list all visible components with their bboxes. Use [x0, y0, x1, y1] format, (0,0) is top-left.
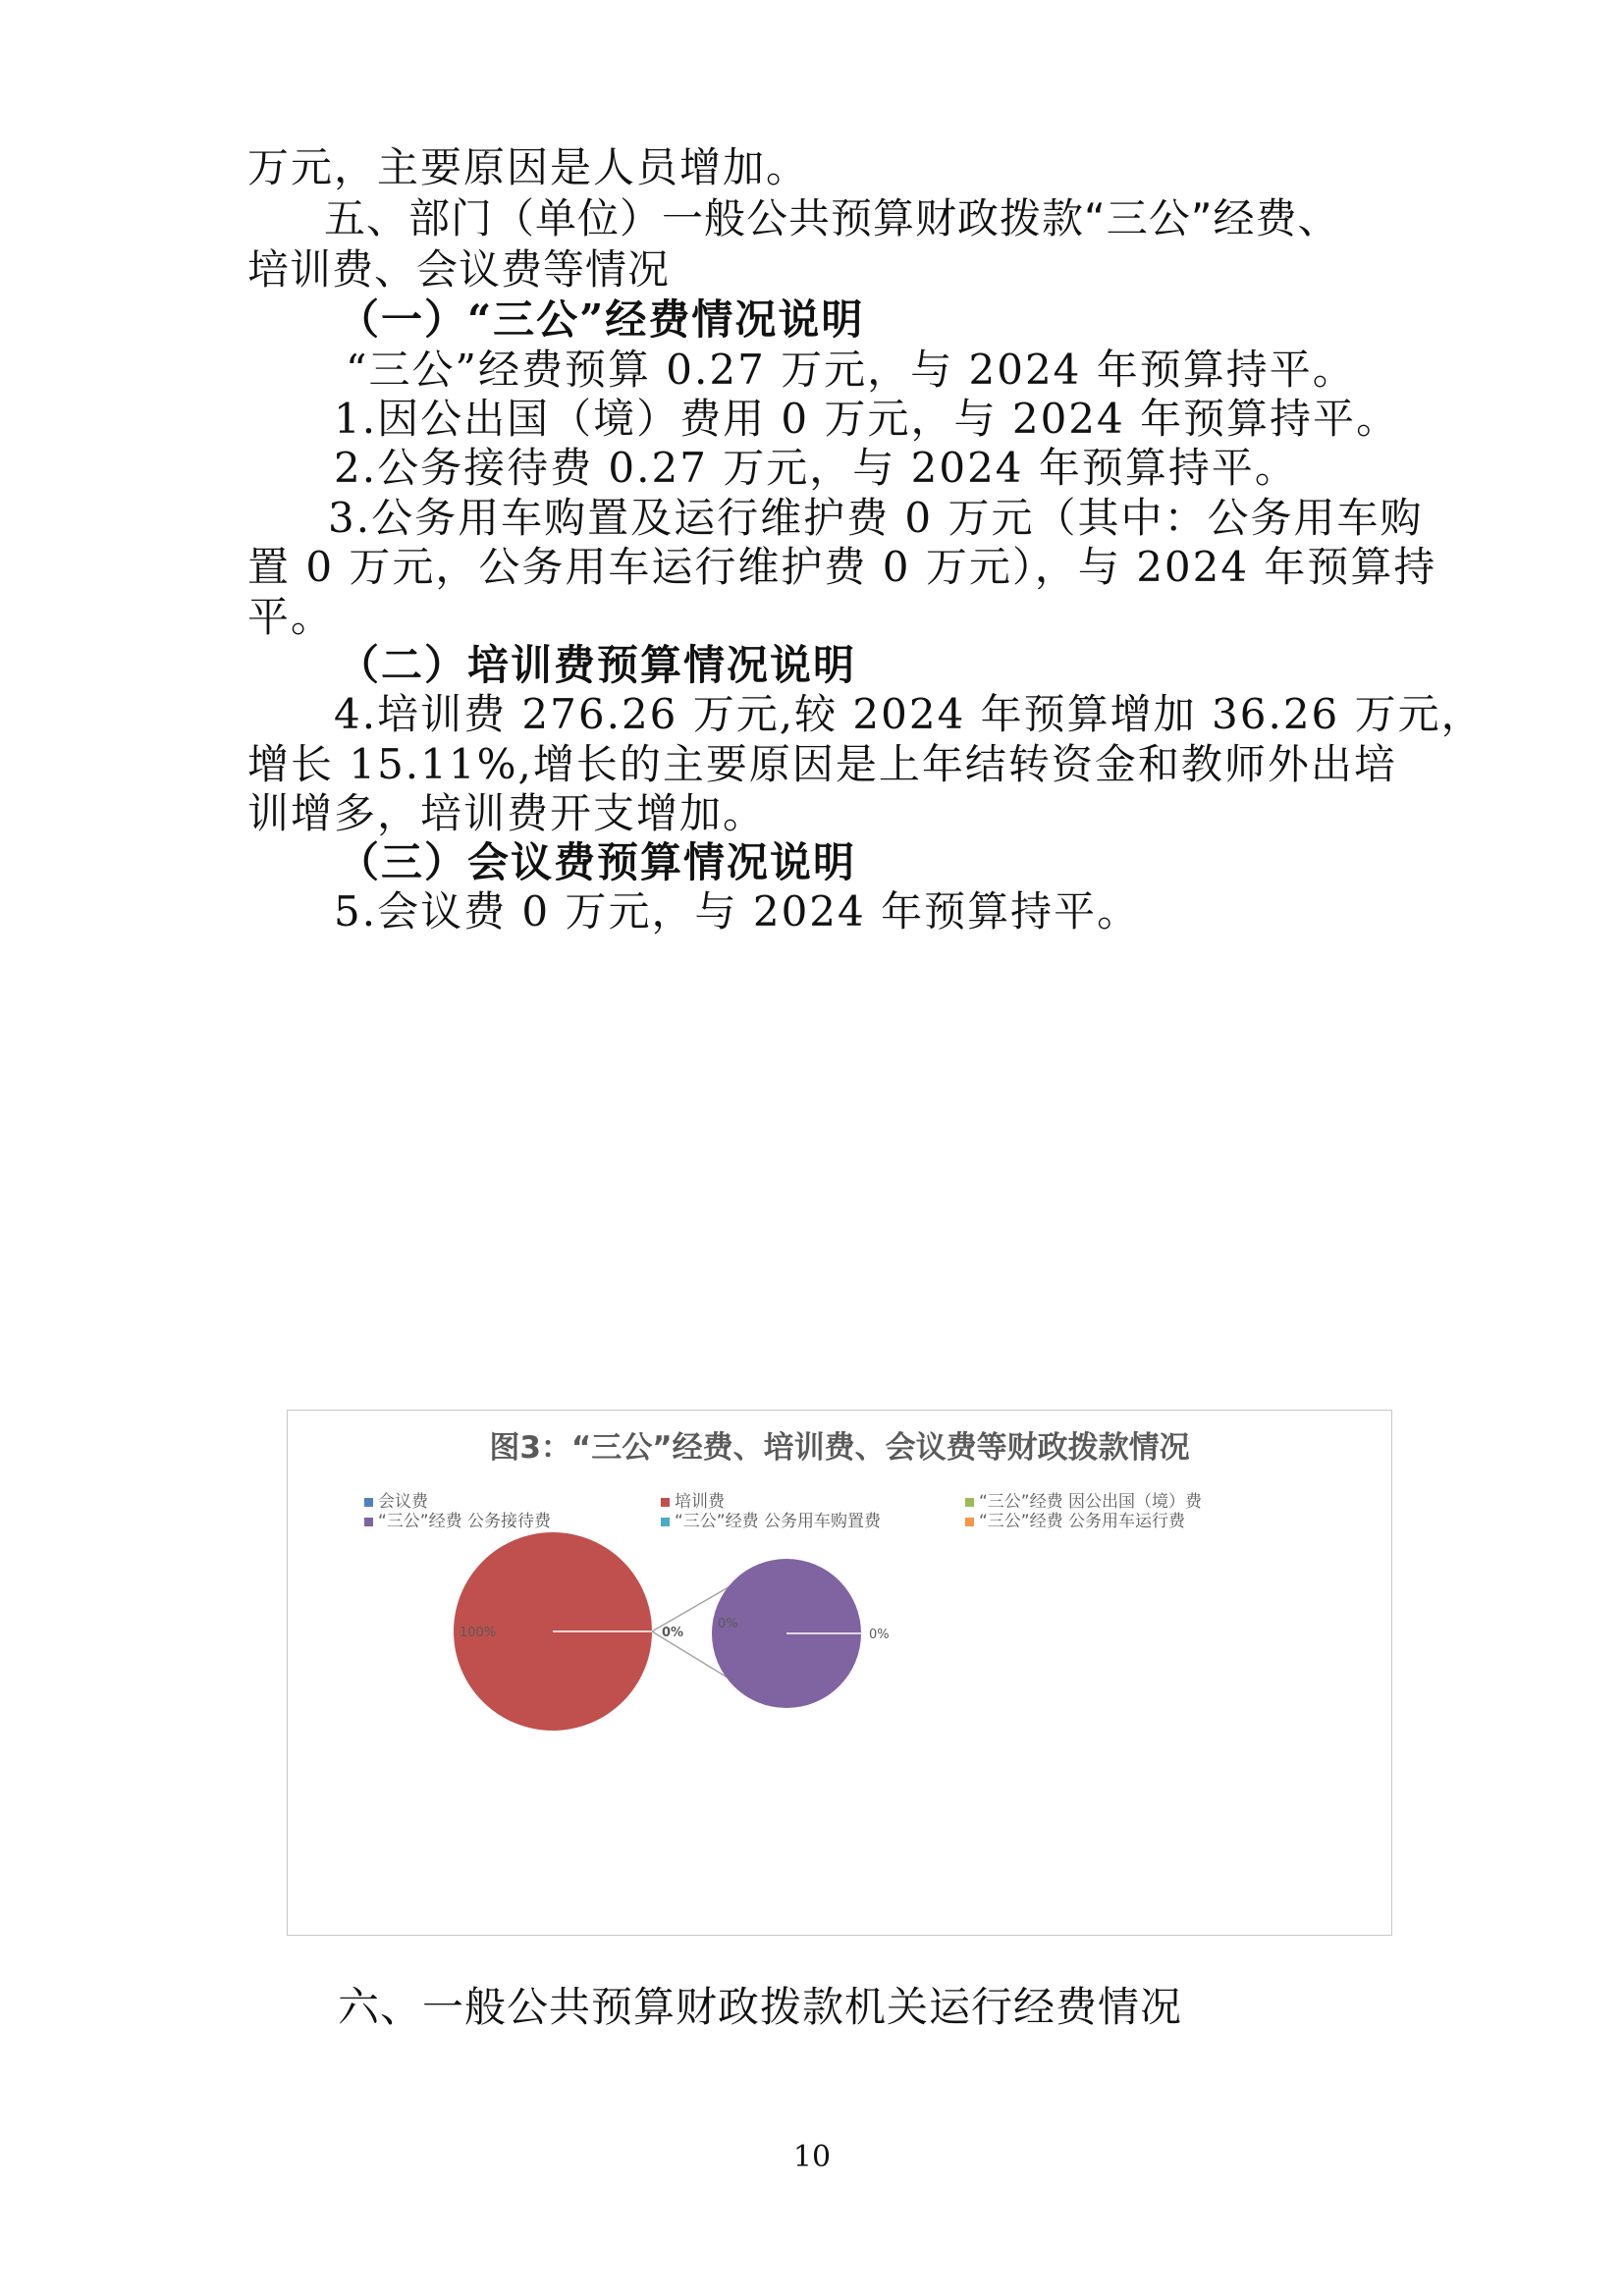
page-number: 10 — [792, 2140, 832, 2174]
subheading-sangong: （一）“三公”经费情况说明 — [338, 295, 865, 344]
legend-label: “三公”经费 公务接待费 — [378, 1512, 552, 1531]
paragraph-line: 4.培训费 276.26 万元,较 2024 年预算增加 36.26 万元， — [334, 690, 1485, 738]
paragraph-line: 2.公务接待费 0.27 万元，与 2024 年预算持平。 — [334, 444, 1298, 492]
paragraph-line: “三公”经费预算 0.27 万元，与 2024 年预算持平。 — [346, 346, 1356, 394]
paragraph-line: 5.会议费 0 万元，与 2024 年预算持平。 — [334, 887, 1141, 935]
legend-label: 培训费 — [675, 1492, 725, 1512]
data-label-secondary-inner: 0% — [718, 1617, 738, 1631]
data-label-main: 100% — [460, 1626, 497, 1640]
paragraph-line: 增长 15.11%,增长的主要原因是上年结转资金和教师外出培 — [247, 740, 1397, 788]
subheading-meeting: （三）会议费预算情况说明 — [338, 838, 857, 886]
subheading-training: （二）培训费预算情况说明 — [338, 641, 857, 689]
section-heading-5-cont: 培训费、会议费等情况 — [247, 245, 671, 294]
chart-title: 图3：“三公”经费、培训费、会议费等财政拨款情况 — [489, 1430, 1190, 1466]
data-label-secondary-outer: 0% — [869, 1628, 890, 1642]
section-heading-5: 五、部门（单位）一般公共预算财政拨款“三公”经费、 — [324, 194, 1340, 242]
paragraph-line: 平。 — [247, 593, 335, 641]
pie-of-pie-chart — [287, 1410, 1392, 1936]
paragraph-line: 置 0 万元，公务用车运行维护费 0 万元），与 2024 年预算持 — [247, 543, 1437, 591]
paragraph-line: 万元，主要原因是人员增加。 — [247, 143, 810, 191]
legend-label: “三公”经费 因公出国（境）费 — [979, 1492, 1203, 1512]
data-label-connector: 0% — [662, 1626, 684, 1640]
legend-label: “三公”经费 公务用车运行费 — [979, 1512, 1186, 1531]
chart-plot — [288, 1411, 1391, 1935]
paragraph-line: 3.公务用车购置及运行维护费 0 万元（其中：公务用车购 — [328, 494, 1424, 542]
legend-label: 会议费 — [378, 1492, 428, 1512]
legend-label: “三公”经费 公务用车购置费 — [675, 1512, 882, 1531]
paragraph-line: 1.因公出国（境）费用 0 万元，与 2024 年预算持平。 — [334, 395, 1400, 443]
paragraph-line: 训增多，培训费开支增加。 — [247, 789, 767, 837]
section-heading-6: 六、一般公共预算财政拨款机关运行经费情况 — [338, 1983, 1183, 2031]
